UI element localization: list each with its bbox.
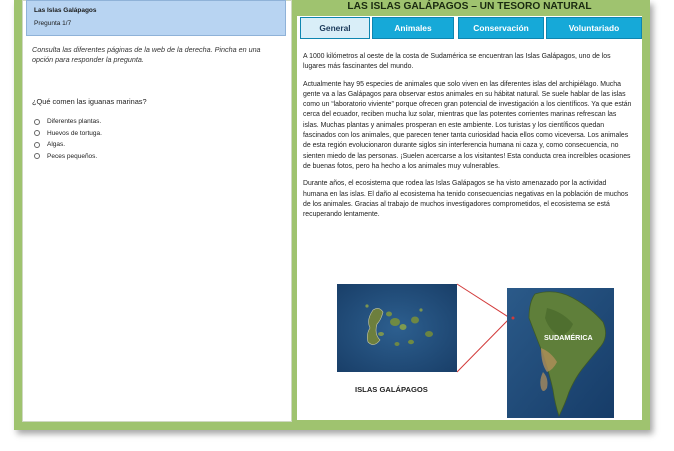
answer-option-label[interactable]: Huevos de tortuga.: [47, 129, 102, 137]
unit-title: Las Islas Galápagos: [34, 7, 97, 14]
site-title: LAS ISLAS GALÁPAGOS – UN TESORO NATURAL: [297, 0, 642, 16]
tab-general[interactable]: General: [300, 17, 370, 39]
answer-option-label[interactable]: Peces pequeños.: [47, 152, 98, 160]
tab-conservacion[interactable]: Conservación: [458, 17, 544, 39]
map-caption-islands: ISLAS GALÁPAGOS: [355, 385, 428, 394]
article-paragraph: Actualmente hay 95 especies de animales que solo viven en las diferentes islas del archipiélago. Mucha gente va a las Galápagos para observar estos animales en su hábitat natural. Se suele hablar de las islas como un “laboratorio viviente” porque ofrecen gran potencial de investigación a los científicos. Ya que están cerca del ecuador, reciben mucha luz solar, mientras que las potentes corrientes marinas refrescan las islas. Muchas plantas y animales prosperan en este ambiente. Los turistas y los científicos quedan fascinados con los animales, que parecen tener tanta curiosidad hacia ellos como viceversa. Los animales de esta región evolucionaron durante siglos sin interferencia humana ni caza y, como consecuencia, no sienten miedo de las personas. ¡Suelen acercarse a los visitantes! Esta conducta crea increíbles ocasiones de buenas fotos, pero ha hecho a los animales muy vulnerables.: [303, 80, 632, 170]
tab-voluntariado[interactable]: Voluntariado: [546, 17, 642, 39]
answer-option-label[interactable]: Algas.: [47, 141, 66, 149]
article-paragraph: A 1000 kilómetros al oeste de la costa de Sudamérica se encuentran las Islas Galápagos, uno de los lugares más fascinantes del mundo.: [303, 53, 611, 71]
article-paragraph: Durante años, el ecosistema que rodea las Islas Galápagos se ha visto amenazado por la actividad humana en las islas. El daño al ecosistema ha tenido consecuencias negativas en la población de muchos de los animales. Gracias al trabajo de muchos investigadores comprometidos, el ecosistema se está recuperando lentamente.: [303, 180, 629, 219]
south-america-map-image: [507, 288, 614, 418]
instructions-text: Consulta las diferentes páginas de la web de la derecha. Pincha en una opción para responder la pregunta.: [32, 45, 261, 64]
answer-option-label[interactable]: Diferentes plantas.: [47, 118, 102, 126]
galapagos-map-image: [337, 284, 457, 372]
question-progress: Pregunta 1/7: [34, 20, 72, 27]
question-text: ¿Qué comen las iguanas marinas?: [32, 97, 147, 106]
tab-animales[interactable]: Animales: [372, 17, 454, 39]
map-label-continent: SUDAMÉRICA: [544, 333, 593, 342]
